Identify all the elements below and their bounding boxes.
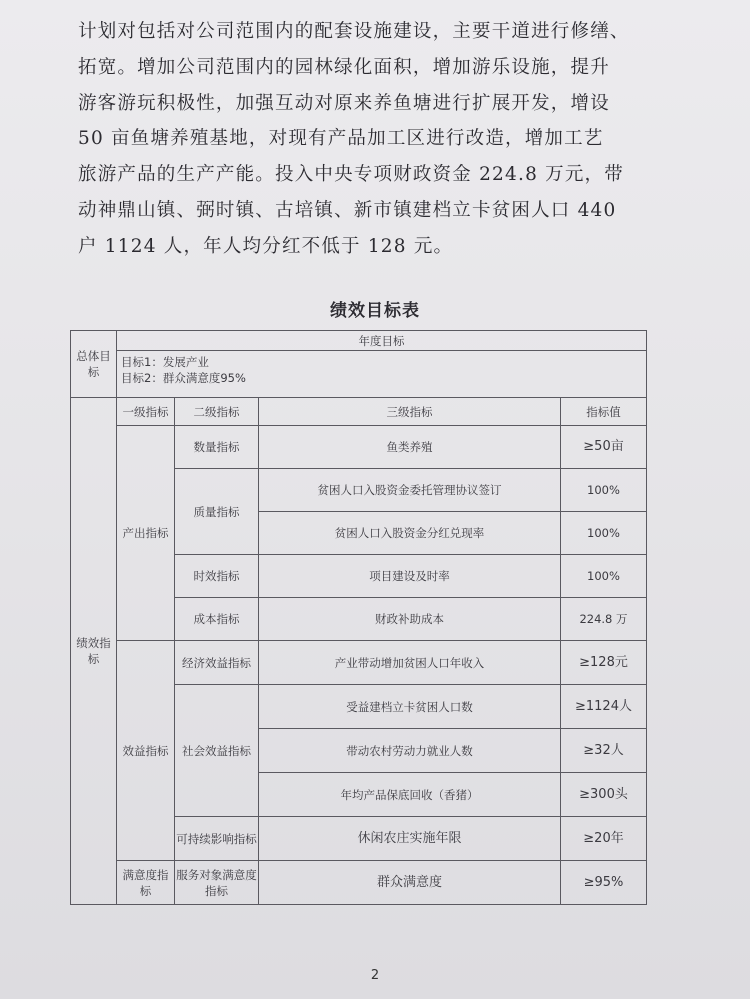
level1-satisfaction: 满意度指标 — [117, 861, 175, 905]
paragraph-line: 50 亩鱼塘养殖基地，对现有产品加工区进行改造，增加工艺 — [78, 128, 604, 150]
metric-cell: 产业带动增加贫困人口年收入 — [259, 641, 561, 685]
metric-cell: 财政补助成本 — [259, 598, 561, 641]
level2-economic: 经济效益指标 — [175, 641, 259, 685]
value-cell: 224.8 万 — [561, 598, 647, 641]
value-cell: ≥128元 — [561, 641, 647, 685]
paragraph-line: 计划对包括对公司范围内的配套设施建设，主要干道进行修缮、 — [78, 21, 630, 42]
paragraph-line: 户 1124 人，年人均分红不低于 128 元。 — [78, 235, 454, 257]
table-title: 绩效目标表 — [330, 301, 420, 321]
level1-benefit: 效益指标 — [117, 641, 175, 861]
level2-cost: 成本指标 — [175, 598, 259, 641]
level2-sustainable: 可持续影响指标 — [175, 817, 259, 861]
metric-cell: 贫困人口入股资金委托管理协议签订 — [259, 469, 561, 512]
metric-cell: 受益建档立卡贫困人口数 — [259, 685, 561, 729]
paragraph-line: 动神鼎山镇、弼时镇、古培镇、新市镇建档立卡贫困人口 440 — [78, 199, 617, 221]
paragraph-line: 游客游玩积极性，加强互动对原来养鱼塘进行扩展开发，增设 — [78, 92, 610, 114]
value-cell: ≥95% — [561, 861, 647, 905]
level1-output: 产出指标 — [117, 426, 175, 641]
performance-table — [70, 330, 647, 905]
level2-service: 服务对象满意度指标 — [175, 861, 259, 905]
paragraph-line: 旅游产品的生产产能。投入中央专项财政资金 224.8 万元，带 — [78, 164, 624, 186]
metric-cell: 休闲农庄实施年限 — [259, 817, 561, 861]
value-cell: ≥20年 — [561, 817, 647, 861]
header-level3: 三级指标 — [259, 398, 561, 426]
value-cell: ≥32人 — [561, 729, 647, 773]
overall-goal-label: 总体目标 — [71, 331, 117, 398]
metric-cell: 群众满意度 — [259, 861, 561, 905]
annual-goal-header: 年度目标 — [117, 331, 647, 351]
value-cell: ≥1124人 — [561, 685, 647, 729]
header-value: 指标值 — [561, 398, 647, 426]
paragraph-line: 拓宽。增加公司范围内的园林绿化面积，增加游乐设施，提升 — [78, 56, 610, 78]
metric-cell: 贫困人口入股资金分红兑现率 — [259, 512, 561, 555]
goal-item: 目标2：群众满意度95% — [121, 371, 246, 385]
goal-item: 目标1：发展产业 — [121, 355, 209, 369]
metric-cell: 带动农村劳动力就业人数 — [259, 729, 561, 773]
value-cell: ≥300头 — [561, 773, 647, 817]
header-level1: 一级指标 — [117, 398, 175, 426]
metric-cell: 年均产品保底回收（香猪） — [259, 773, 561, 817]
page-number: 2 — [370, 968, 380, 983]
metric-cell: 项目建设及时率 — [259, 555, 561, 598]
level2-timeliness: 时效指标 — [175, 555, 259, 598]
performance-label: 绩效指标 — [71, 398, 117, 905]
value-cell: 100% — [561, 555, 647, 598]
annual-goals — [117, 351, 647, 398]
body-paragraph — [78, 14, 678, 265]
value-cell: ≥50亩 — [561, 426, 647, 469]
value-cell: 100% — [561, 469, 647, 512]
value-cell: 100% — [561, 512, 647, 555]
level2-quality: 质量指标 — [175, 469, 259, 555]
header-level2: 二级指标 — [175, 398, 259, 426]
level2-social: 社会效益指标 — [175, 685, 259, 817]
level2-quantity: 数量指标 — [175, 426, 259, 469]
metric-cell: 鱼类养殖 — [259, 426, 561, 469]
